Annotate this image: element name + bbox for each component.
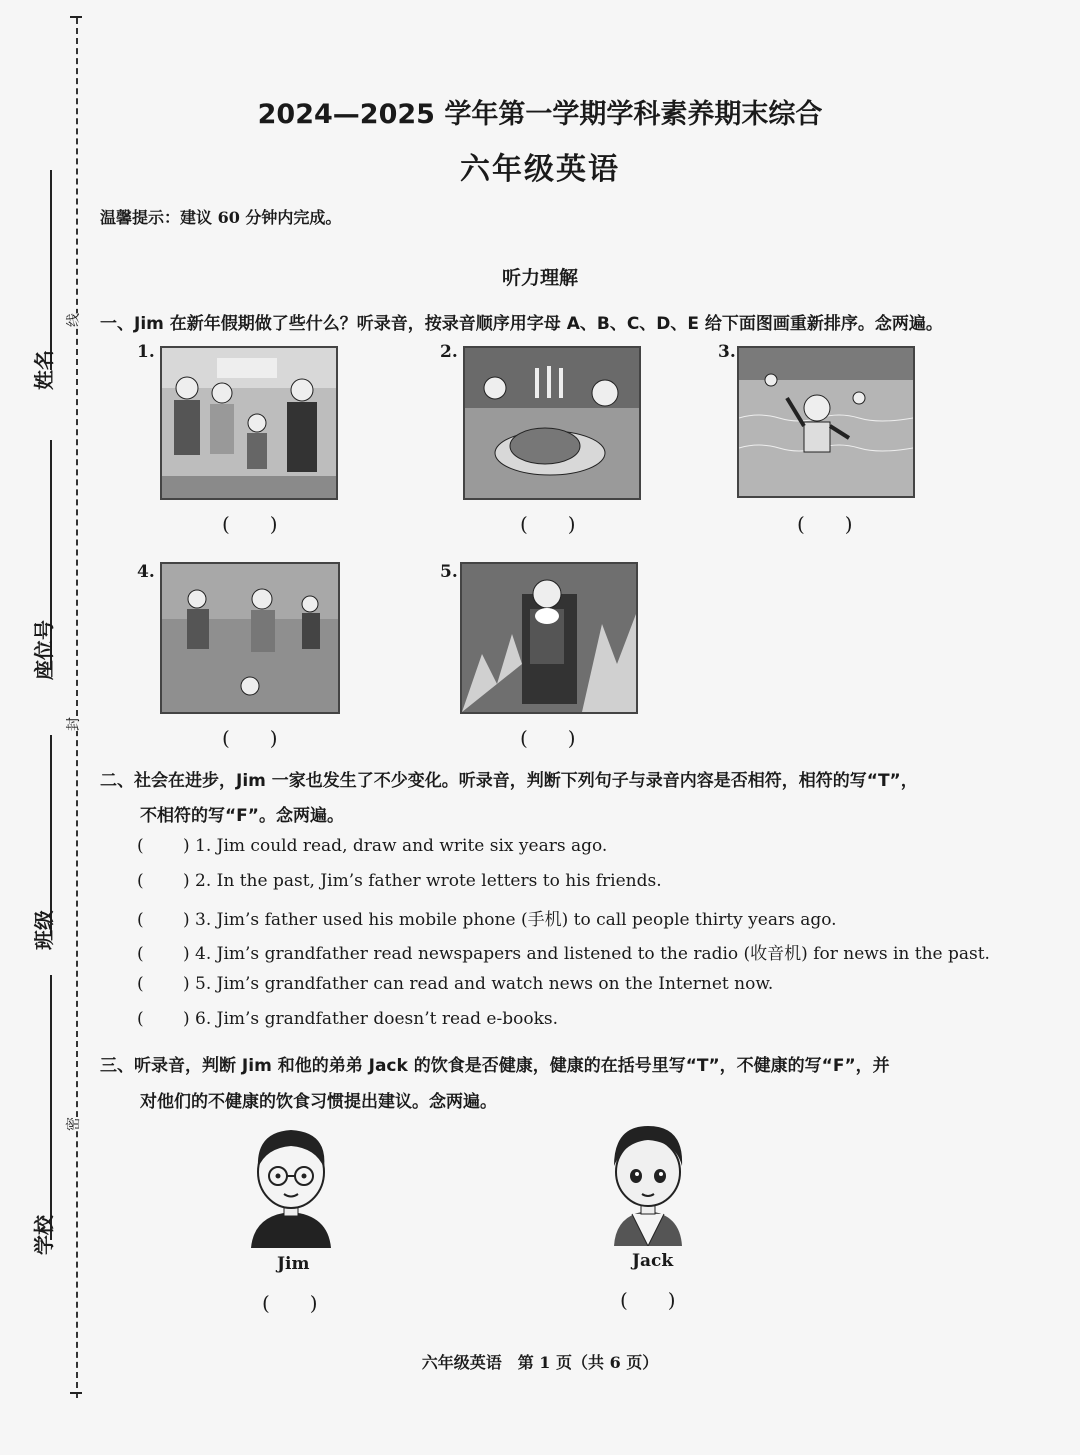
part2-instruction-line1: 二、社会在进步，Jim 一家也发生了不少变化。听录音，判断下列句子与录音内容是否相符，相符的写“T”， xyxy=(100,771,918,791)
picture-5-number: 5. xyxy=(440,562,458,582)
part3-instruction-line1: 三、听录音，判断 Jim 和他的弟弟 Jack 的饮食是否健康，健康的在括号里写“T”，不健康的写“F”，并 xyxy=(100,1056,890,1076)
picture-3-answer-blank[interactable]: ( ) xyxy=(797,512,853,536)
class-field-line xyxy=(50,735,52,935)
picture-3-illustration xyxy=(739,348,913,496)
picture-4-football xyxy=(160,562,340,714)
answer-paren[interactable]: ( xyxy=(137,1009,144,1029)
answer-paren[interactable]: ( xyxy=(137,836,144,856)
class-label: 班级 xyxy=(32,910,56,950)
part2-item-4 xyxy=(137,939,990,964)
jack-answer-blank[interactable]: ( ) xyxy=(620,1288,676,1312)
jim-answer-blank[interactable]: ( ) xyxy=(262,1291,318,1315)
exam-tip: 温馨提示：建议 60 分钟内完成。 xyxy=(100,208,342,227)
picture-5-answer-blank[interactable]: ( ) xyxy=(520,726,576,750)
section-heading: 听力理解 xyxy=(501,267,578,289)
jack-name: Jack xyxy=(632,1251,674,1271)
exam-subtitle: 六年级英语 xyxy=(460,152,620,187)
seal-char-line: 线 xyxy=(61,313,85,327)
picture-2-number: 2. xyxy=(440,342,458,362)
statement-text: ) 3. Jim’s father used his mobile phone (手机) to call people thirty years ago. xyxy=(183,910,837,930)
part2-item-6 xyxy=(137,1009,558,1029)
seat-label: 座位号 xyxy=(32,620,56,680)
statement-text: ) 6. Jim’s grandfather doesn’t read e-books. xyxy=(183,1009,559,1029)
seal-char-secret: 密 xyxy=(61,1117,85,1131)
part2-instruction-line2: 不相符的写“F”。念两遍。 xyxy=(140,806,344,826)
binding-tick-top xyxy=(70,16,82,18)
part2-item-2 xyxy=(137,871,662,891)
answer-paren[interactable]: ( xyxy=(137,944,144,964)
answer-paren[interactable]: ( xyxy=(137,871,144,891)
exam-title: 2024—2025 学年第一学期学科素养期末综合 xyxy=(257,99,823,130)
name-label: 姓名 xyxy=(32,350,56,390)
picture-2-answer-blank[interactable]: ( ) xyxy=(520,512,576,536)
jack-portrait xyxy=(602,1118,694,1246)
school-field-line xyxy=(50,975,52,1240)
picture-5-illustration xyxy=(462,564,636,712)
picture-3-number: 3. xyxy=(718,342,736,362)
part2-item-3 xyxy=(137,905,837,930)
picture-1-number: 1. xyxy=(137,342,155,362)
statement-text: ) 5. Jim’s grandfather can read and watch news on the Internet now. xyxy=(183,974,774,994)
answer-paren[interactable]: ( xyxy=(137,974,144,994)
jim-portrait xyxy=(246,1120,336,1248)
school-label: 学校 xyxy=(32,1215,56,1255)
part1-instruction: 一、Jim 在新年假期做了些什么？听录音，按录音顺序用字母 A、B、C、D、E 给下面图画重新排序。念两遍。 xyxy=(100,314,943,334)
statement-text: ) 1. Jim could read, draw and write six years ago. xyxy=(183,836,608,856)
picture-4-answer-blank[interactable]: ( ) xyxy=(222,726,278,750)
part2-item-1 xyxy=(137,836,607,856)
picture-3-swimming xyxy=(737,346,915,498)
picture-4-illustration xyxy=(162,564,338,712)
seal-char-seal: 封 xyxy=(61,717,85,731)
statement-text: ) 4. Jim’s grandfather read newspapers and listened to the radio (收音机) for news in the past. xyxy=(183,944,990,964)
picture-5-fire xyxy=(460,562,638,714)
statement-text: ) 2. In the past, Jim’s father wrote letters to his friends. xyxy=(183,871,662,891)
binding-dashed-line xyxy=(76,18,78,1398)
answer-paren[interactable]: ( xyxy=(137,910,144,930)
picture-1-illustration xyxy=(162,348,336,498)
part3-instruction-line2: 对他们的不健康的饮食习惯提出建议。念两遍。 xyxy=(140,1092,497,1112)
picture-4-number: 4. xyxy=(137,562,155,582)
picture-1-answer-blank[interactable]: ( ) xyxy=(222,512,278,536)
picture-2-dinner xyxy=(463,346,641,500)
picture-1-family-police xyxy=(160,346,338,500)
picture-2-illustration xyxy=(465,348,639,498)
part2-item-5 xyxy=(137,974,773,994)
binding-tick-bottom xyxy=(70,1392,82,1394)
page-footer: 六年级英语 第 1 页（共 6 页） xyxy=(421,1353,659,1372)
jim-name: Jim xyxy=(277,1254,310,1274)
